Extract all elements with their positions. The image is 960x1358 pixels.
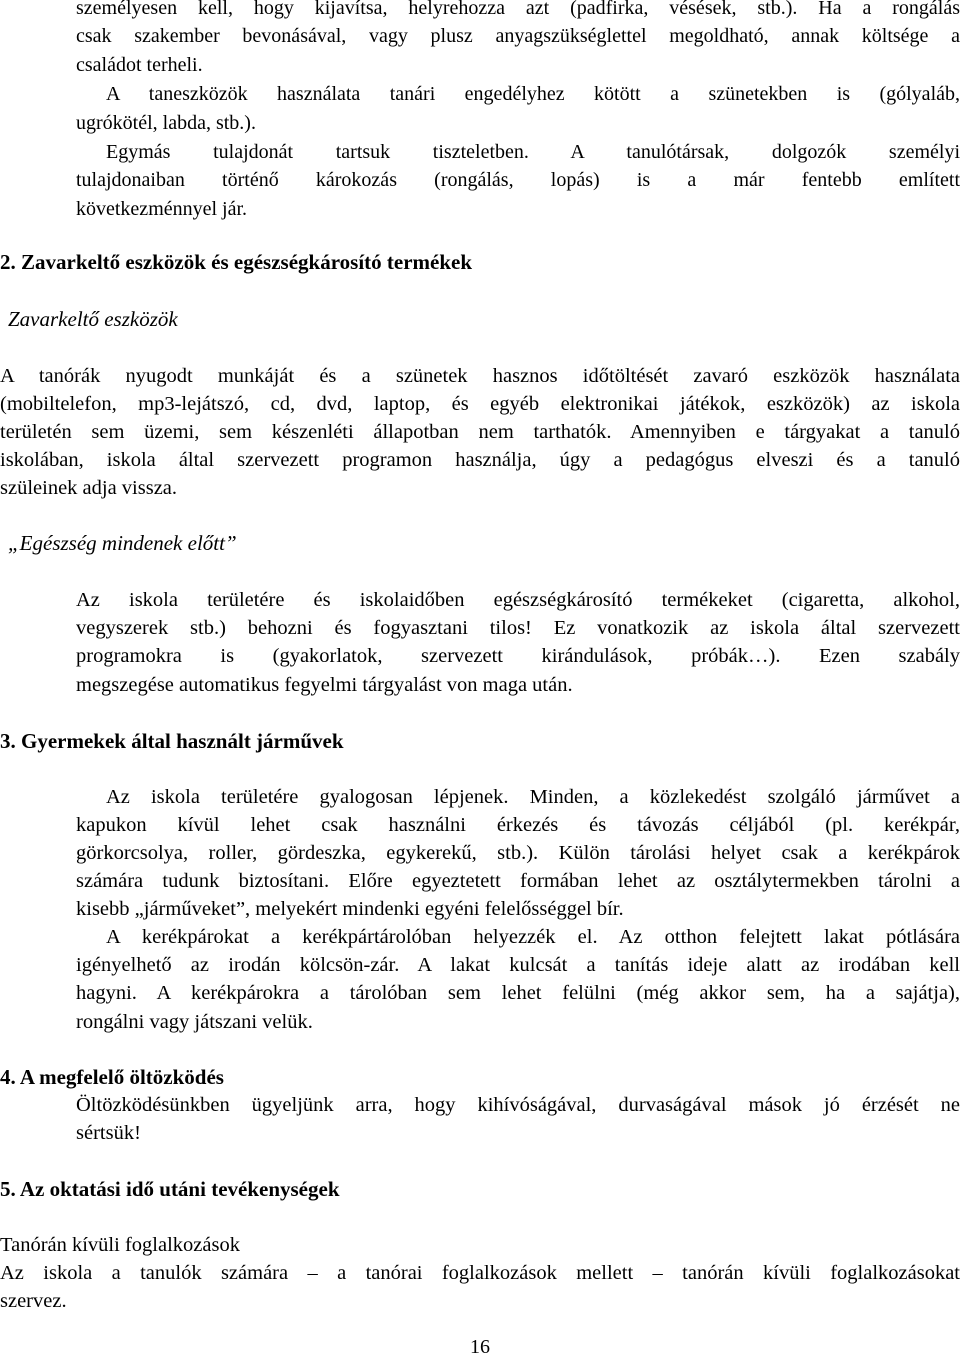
text-line: Egymás tulajdonát tartsuk tiszteletben. A tanulótársak, dolgozók személyi	[106, 141, 960, 163]
subsection-title: Tanórán kívüli foglalkozások	[0, 1234, 240, 1256]
text-line: szüleinek adja vissza.	[0, 477, 178, 499]
text-line: személyesen kell, hogy kijavítsa, helyrehozza azt (padfirka, vésések, stb.). Ha a rongálás	[76, 0, 960, 19]
text-line: programokra is (gyakorlatok, szervezett kirándulások, próbák…). Ezen szabály	[76, 645, 960, 667]
text-line: sértsük!	[76, 1122, 141, 1144]
text-line: kisebb „járműveket”, melyekért mindenki egyéni felelősséggel bír.	[76, 898, 624, 920]
text-line: vegyszerek stb.) behozni és fogyasztani tilos! Ez vonatkozik az iskola által szervezett	[76, 617, 960, 639]
text-line: csak szakember bevonásával, vagy plusz anyagszükséglettel megoldható, annak költsége a	[76, 25, 960, 47]
subsection-title: Zavarkeltő eszközök	[8, 307, 178, 331]
text-line: megszegése automatikus fegyelmi tárgyalást von maga után.	[76, 674, 573, 696]
text-line: következménnyel jár.	[76, 198, 248, 220]
text-line: A taneszközök használata tanári engedélyhez kötött a szünetekben is (gólyaláb,	[106, 83, 960, 105]
text-line: Az iskola területére és iskolaidőben egészségkárosító termékeket (cigaretta, alkohol,	[76, 589, 960, 611]
section-heading: 2. Zavarkeltő eszközök és egészségkárosító termékek	[0, 250, 473, 274]
section-heading: 3. Gyermekek által használt járművek	[0, 729, 344, 753]
text-line: tulajdonaiban történő károkozás (rongálás, lopás) is a már fentebb említett	[76, 169, 960, 191]
text-line: területén sem üzemi, sem készenléti állapotban nem tarthatók. Amennyiben e tárgyakat a tanuló	[0, 421, 960, 443]
subsection-title: „Egészség mindenek előtt”	[8, 531, 237, 555]
text-line: hagyni. A kerékpárokra a tárolóban sem lehet felülni (még akkor sem, ha a sajátja),	[76, 982, 960, 1004]
text-line: A kerékpárokat a kerékpártárolóban helyezzék el. Az otthon felejtett lakat pótlására	[106, 926, 960, 948]
section-heading: 5. Az oktatási idő utáni tevékenységek	[0, 1177, 340, 1201]
text-line: rongálni vagy játszani velük.	[76, 1011, 313, 1033]
text-line: Öltözködésünkben ügyeljünk arra, hogy kihívóságával, durvaságával mások jó érzését ne	[76, 1094, 960, 1116]
text-line: igényelhető az irodán kölcsön-zár. A lakat kulcsát a tanítás ideje alatt az irodában kell	[76, 954, 960, 976]
text-line: számára tudunk biztosítani. Előre egyeztetett formában lehet az osztálytermekben tárolni a	[76, 870, 960, 892]
page-number: 16	[470, 1336, 490, 1358]
text-line: Az iskola a tanulók számára – a tanórai foglalkozások mellett – tanórán kívüli foglalkozásokat	[0, 1262, 960, 1284]
text-line: szervez.	[0, 1290, 67, 1312]
text-line: (mobiltelefon, mp3-lejátszó, cd, dvd, laptop, és egyéb elektronikai játékok, eszközök) az iskola	[0, 393, 960, 415]
text-line: családot terheli.	[76, 54, 203, 76]
section-heading: 4. A megfelelő öltözködés	[0, 1065, 224, 1089]
text-line: kapukon kívül lehet csak használni érkezés és távozás céljából (pl. kerékpár,	[76, 814, 960, 836]
text-line: Az iskola területére gyalogosan lépjenek. Minden, a közlekedést szolgáló járművet a	[106, 786, 960, 808]
text-line: A tanórák nyugodt munkáját és a szünetek hasznos időtöltését zavaró eszközök használata	[0, 365, 960, 387]
text-line: iskolában, iskola által szervezett programon használja, úgy a pedagógus elveszi és a tanuló	[0, 449, 960, 471]
text-line: ugrókötél, labda, stb.).	[76, 112, 256, 134]
text-line: görkorcsolya, roller, gördeszka, egykerekű, stb.). Külön tárolási helyet csak a kerékpárok	[76, 842, 960, 864]
